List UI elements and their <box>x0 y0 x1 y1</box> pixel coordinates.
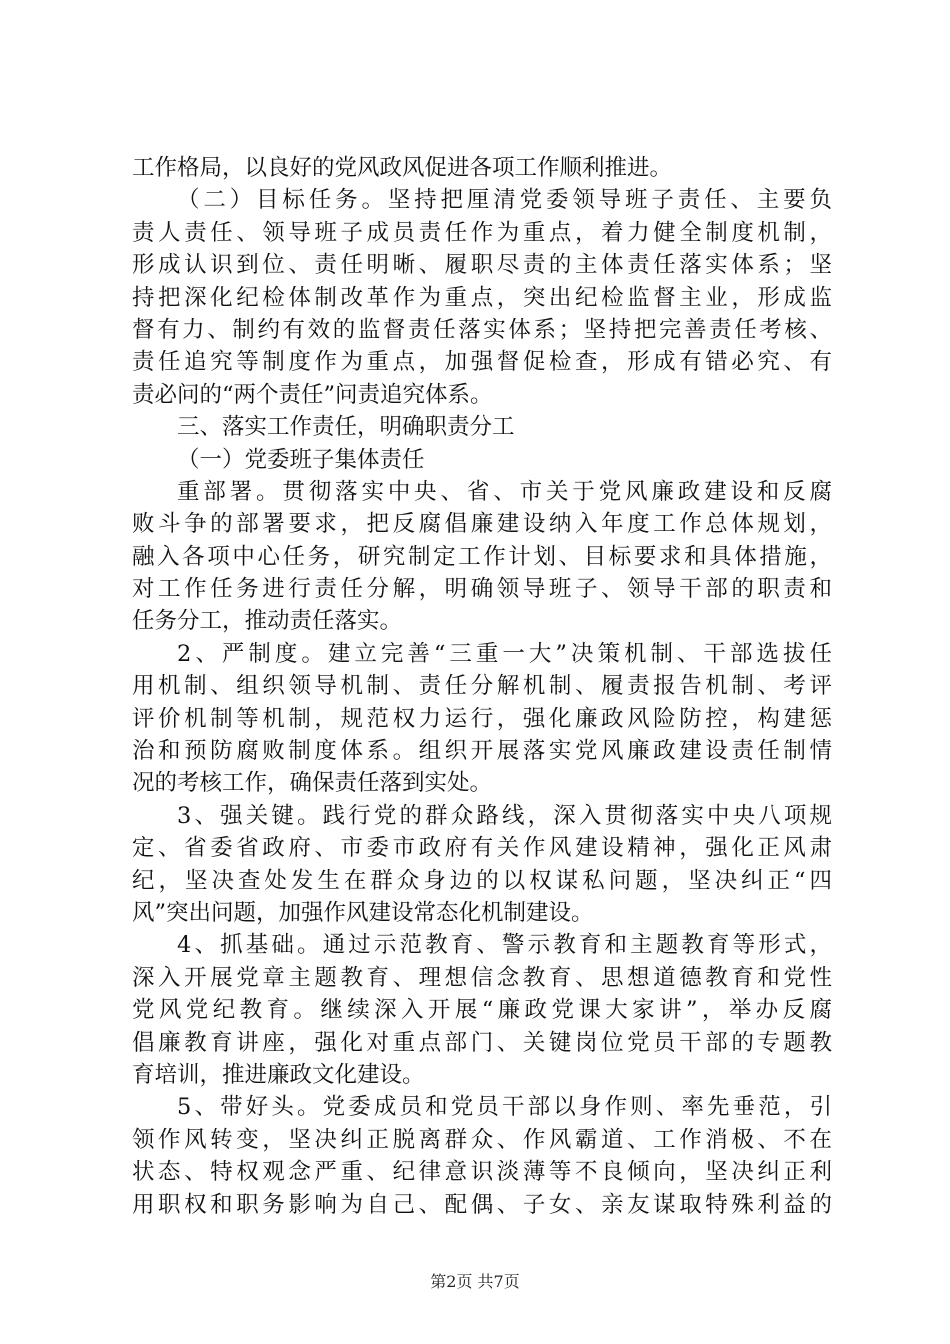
paragraph-line: 败斗争的部署要求，把反腐倡廉建设纳入年度工作总体规划， <box>132 511 832 538</box>
paragraph-line: 形成认识到位、责任明晰、履职尽责的主体责任落实体系；坚 <box>132 252 832 279</box>
paragraph-line: 对工作任务进行责任分解，明确领导班子、领导干部的职责和 <box>132 576 832 603</box>
paragraph-line: 重部署。贯彻落实中央、省、市关于党风廉政建设和反腐 <box>177 478 832 505</box>
page-number: 第2页 共7页 <box>430 1272 520 1291</box>
paragraph-line: 定、省委省政府、市委市政府有关作风建设精神，强化正风肃 <box>132 835 832 862</box>
paragraph-line: 5、带好头。党委成员和党员干部以身作则、率先垂范，引 <box>177 1094 832 1121</box>
paragraph-line: 状态、特权观念严重、纪律意识淡薄等不良倾向，坚决纠正利 <box>132 1159 832 1186</box>
section-heading: 三、落实工作责任，明确职责分工 <box>177 414 515 441</box>
paragraph-line: 纪，坚决查处发生在群众身边的以权谋私问题，坚决纠正“四 <box>132 867 832 894</box>
paragraph-line: 风”突出问题，加强作风建设常态化机制建设。 <box>132 899 594 926</box>
paragraph-line: 深入开展党章主题教育、理想信念教育、思想道德教育和党性 <box>132 964 832 991</box>
paragraph-line: 2、严制度。建立完善“三重一大”决策机制、干部选拔任 <box>177 640 832 667</box>
paragraph-line: 责人责任、领导班子成员责任作为重点，着力健全制度机制， <box>132 219 832 246</box>
paragraph-line: 评价机制等机制，规范权力运行，强化廉政风险防控，构建惩 <box>132 705 832 732</box>
paragraph-line: 融入各项中心任务，研究制定工作计划、目标要求和具体措施， <box>132 543 832 570</box>
paragraph-line: 领作风转变，坚决纠正脱离群众、作风霸道、工作消极、不在 <box>132 1126 832 1153</box>
paragraph-line: 用职权和职务影响为自己、配偶、子女、亲友谋取特殊利益的 <box>132 1191 832 1218</box>
paragraph-line: 责必问的“两个责任”问责追究体系。 <box>132 381 493 408</box>
paragraph-line: 用机制、组织领导机制、责任分解机制、履责报告机制、考评 <box>132 673 832 700</box>
paragraph-line: 倡廉教育讲座，强化对重点部门、关键岗位党员干部的专题教 <box>132 1029 832 1056</box>
subsection-heading: （一）党委班子集体责任 <box>177 446 425 473</box>
page-footer <box>0 1272 950 1292</box>
paragraph-line: 育培训，推进廉政文化建设。 <box>132 1061 425 1088</box>
paragraph-line: 4、抓基础。通过示范教育、警示教育和主题教育等形式， <box>177 932 832 959</box>
paragraph-line: （二）目标任务。坚持把厘清党委领导班子责任、主要负 <box>177 187 832 214</box>
paragraph-line: 工作格局，以良好的党风政风促进各项工作顺利推进。 <box>132 155 673 181</box>
paragraph-line: 持把深化纪检体制改革作为重点，突出纪检监督主业，形成监 <box>132 284 832 311</box>
paragraph-line: 3、强关键。践行党的群众路线，深入贯彻落实中央八项规 <box>177 802 832 829</box>
paragraph-line: 督有力、制约有效的监督责任落实体系；坚持把完善责任考核、 <box>132 316 832 343</box>
paragraph-line: 党风党纪教育。继续深入开展“廉政党课大家讲”，举办反腐 <box>132 997 832 1024</box>
paragraph-line: 况的考核工作，确保责任落到实处。 <box>132 770 493 797</box>
paragraph-line: 任务分工，推动责任落实。 <box>132 608 403 635</box>
document-body <box>132 152 832 1221</box>
paragraph-line: 治和预防腐败制度体系。组织开展落实党风廉政建设责任制情 <box>132 738 832 765</box>
paragraph-line: 责任追究等制度作为重点，加强督促检查，形成有错必究、有 <box>132 349 832 376</box>
